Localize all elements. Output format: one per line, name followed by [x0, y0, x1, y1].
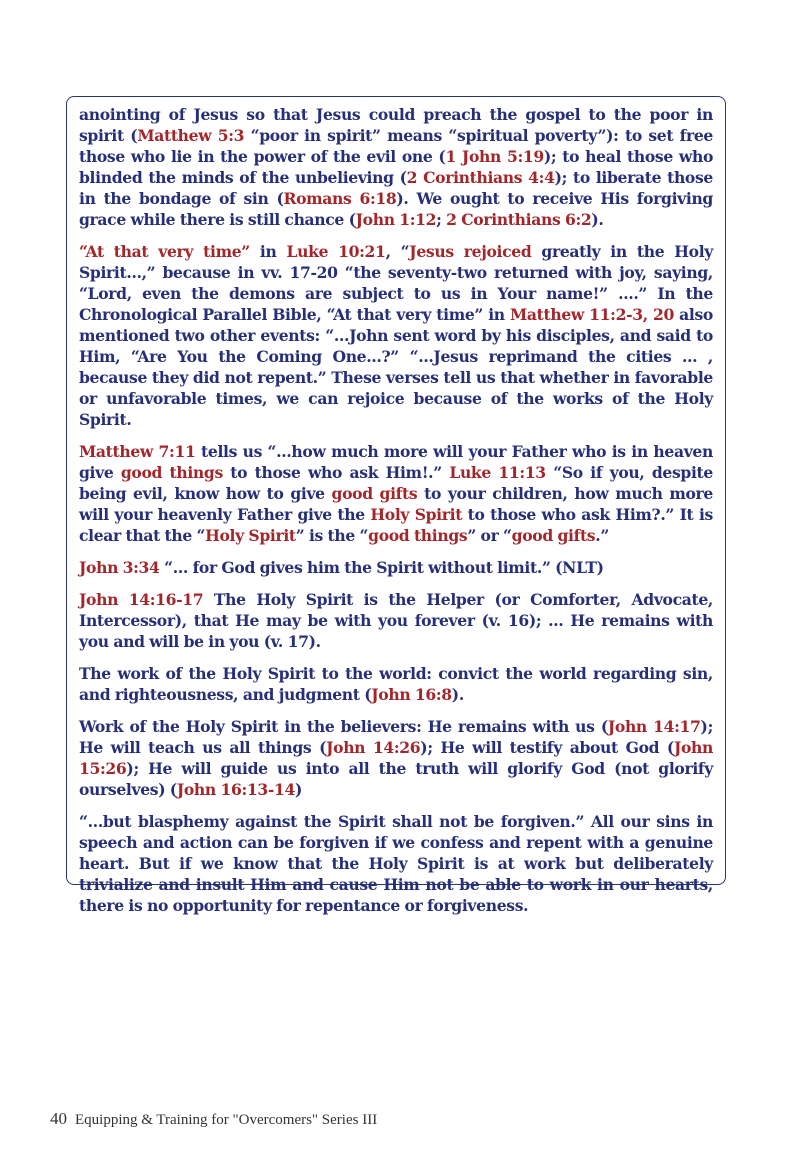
paragraph-text: greatly in the Holy Spirit…,” because in vv. 17-20 “the seventy-two returned with joy, saying, “Lord, even the demons are subject to us in Your name!” ….” In the Chronological Parallel Bible, “At that very time” in [79, 242, 714, 324]
scripture-reference: Matthew 5:3 [137, 126, 245, 145]
page-footer [50, 1109, 377, 1129]
scripture-reference: Holy Spirit [205, 526, 296, 545]
paragraph-text: anointing of Jesus so that Jesus could preach the gospel to the poor in spirit ( [79, 105, 713, 145]
paragraph-text: ) [295, 780, 303, 799]
scripture-reference: 1 John 5:19 [445, 147, 544, 166]
scripture-reference: Romans 6:18 [283, 189, 397, 208]
paragraph-text: tells us “…how much more will your Father who is in heaven give [79, 442, 713, 482]
paragraph-list [79, 104, 713, 916]
paragraph-text: The Holy Spirit is the Helper (or Comforter, Advocate, Intercessor), that He may be with you forever (v. 16); … He remains with you and will be in you (v. 17). [79, 590, 713, 651]
paragraph-text: ” is the “ [295, 526, 369, 545]
scripture-reference: John 15:26 [79, 738, 714, 778]
scripture-reference: Jesus rejoiced [409, 242, 532, 261]
paragraph-text: ); He will testify about God ( [420, 738, 674, 757]
scripture-reference: John 14:26 [326, 738, 421, 757]
paragraph [79, 811, 713, 916]
scripture-reference: good things [368, 526, 468, 545]
paragraph-text: ); to heal those who blinded the minds of the unbelieving ( [79, 147, 714, 187]
page-number: 40 [50, 1109, 67, 1128]
paragraph-text: Work of the Holy Spirit in the believers: He remains with us ( [79, 717, 608, 736]
scripture-reference: 2 Corinthians 6:2 [446, 210, 592, 229]
paragraph-text: The work of the Holy Spirit to the world: convict the world regarding sin, and righteousness, and judgment ( [79, 664, 713, 704]
scripture-reference: John 16:13-14 [176, 780, 295, 799]
paragraph-text: in [249, 242, 287, 261]
scripture-reference: Matthew 11:2-3, 20 [509, 305, 674, 324]
paragraph-text: ). We ought to receive His forgiving grace while there is still chance ( [79, 189, 713, 229]
paragraph-text: “poor in spirit” means “spiritual poverty”): to set free those who lie in the power of the evil one ( [79, 126, 713, 166]
content-box [66, 96, 726, 915]
scripture-reference: Luke 11:13 [449, 463, 546, 482]
paragraph-text: “So if you, despite being evil, know how to give [79, 463, 713, 503]
paragraph-text: ); He will guide us into all the truth will glorify God (not glorify ourselves) ( [79, 759, 713, 799]
paragraph-text: “… for God gives him the Spirit without limit.” (NLT) [159, 558, 604, 577]
paragraph-text: ” or “ [467, 526, 512, 545]
paragraph [79, 241, 713, 430]
scripture-reference: Luke 10:21 [286, 242, 386, 261]
scripture-reference: “At that very time” [79, 242, 250, 261]
paragraph [79, 441, 713, 546]
paragraph-text: ). [591, 210, 604, 229]
scripture-reference: John 3:34 [79, 558, 160, 577]
paragraph-text: to those who ask Him?.” It is clear that the “ [79, 505, 713, 545]
paragraph-text: to those who ask Him!.” [222, 463, 450, 482]
scripture-reference: Holy Spirit [370, 505, 463, 524]
paragraph [79, 557, 713, 578]
series-title: Equipping & Training for "Overcomers" Series III [75, 1112, 378, 1128]
paragraph [79, 104, 713, 230]
scripture-reference: good things [120, 463, 223, 482]
scripture-reference: good gifts [511, 526, 596, 545]
paragraph-text: , “ [385, 242, 410, 261]
paragraph [79, 716, 713, 800]
scripture-reference: John 14:16-17 [79, 590, 204, 609]
scripture-reference: John 1:12 [355, 210, 437, 229]
paragraph-text: “…but blasphemy against the Spirit shall not be forgiven.” All our sins in speech and action can be forgiven if we confess and repent with a genuine heart. But if we know that the Holy Spirit is at work but deliberately trivialize and insult Him and cause Him not be able to work in our hearts, there is no opportunity for repentance or forgiveness. [79, 812, 713, 915]
paragraph-text: ); to liberate those in the bondage of sin ( [79, 168, 713, 208]
paragraph-text: ). [451, 685, 464, 704]
paragraph-text: also mentioned two other events: “…John sent word by his disciples, and said to Him, “Are You the Coming One…?” “…Jesus reprimand the cities … , because they did not repent.” These verses tell us that whether in favorable or unfavorable times, we can rejoice because of the works of the Holy Spirit. [79, 305, 713, 429]
scripture-reference: John 16:8 [371, 685, 452, 704]
scripture-reference: John 14:17 [607, 717, 701, 736]
paragraph-text: .” [595, 526, 609, 545]
scripture-reference: Matthew 7:11 [79, 442, 196, 461]
paragraph [79, 663, 713, 705]
paragraph-text: ; [436, 210, 447, 229]
paragraph-text: ); He will teach us all things ( [79, 717, 713, 757]
scripture-reference: good gifts [331, 484, 418, 503]
scripture-reference: 2 Corinthians 4:4 [406, 168, 555, 187]
paragraph-text: to your children, how much more will your heavenly Father give the [79, 484, 713, 524]
paragraph [79, 589, 713, 652]
